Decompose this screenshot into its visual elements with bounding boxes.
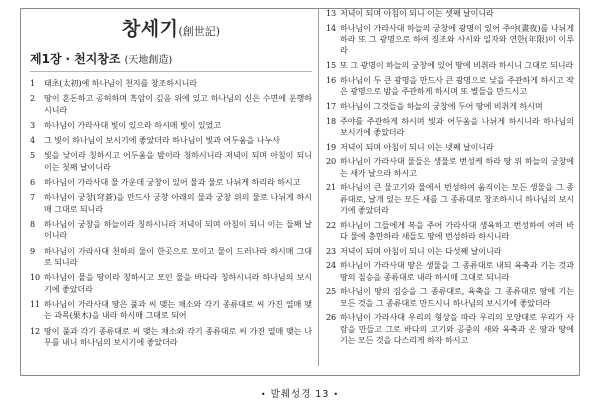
verse: [326, 156, 574, 178]
verse: [326, 246, 574, 257]
verse-number: 13: [326, 8, 337, 18]
verse-number: 10: [30, 272, 41, 283]
verse-number: 15: [326, 60, 337, 70]
verse-text: 저녁이 되며 아침이 되니 이는 넷째 날이니라: [340, 141, 494, 152]
right-verse-list: [326, 8, 574, 346]
verse-text: 하나님이 그것들을 하늘의 궁창에 두어 땅에 비취게 하시며: [340, 100, 543, 111]
verse-text: 하나님이 궁창을 하늘이라 칭하시니라 저녁이 되며 아침이 되니 이는 둘째 날이니라: [44, 218, 312, 241]
verse-text: 땅이 풀과 각기 종류대로 씨 맺는 채소와 각기 종류대로 씨 가진 열매 맺는 나무를 내니 하나님의 보시기에 좋았더라: [44, 325, 312, 348]
verse-text: 하나님이 두 큰 광명을 만드사 큰 광명으로 낮을 주관하게 하시고 작은 광명으로 밤을 주관하게 하시며 또 별들을 만드시고: [340, 74, 574, 96]
column-divider: [318, 8, 319, 366]
verse: [326, 101, 574, 112]
verse: [30, 219, 312, 242]
verse: [326, 182, 574, 216]
verse-text: 하나님이 가라사대 땅은 생물을 그 종류대로 내되 육축과 기는 것과 땅의 짐승을 종류대로 내라 하시매 그대로 되니라: [340, 260, 574, 282]
verse-number: 25: [326, 286, 337, 297]
verse: [30, 326, 312, 349]
chapter-heading: [30, 50, 312, 67]
verse-text: 하나님이 큰 물고기와 물에서 번성하여 움직이는 모든 생물을 그 종류대로, 날개 있는 모든 새를 그 종류대로 창조하시니 하나님의 보시기에 좋았더라: [340, 182, 574, 215]
verse-number: 14: [326, 22, 337, 33]
verse-number: 5: [30, 150, 36, 161]
verse-text: 하나님이 가라사대 물 가운데 궁창이 있어 물과 물로 나뉘게 하리라 하시고: [44, 176, 301, 187]
verse-number: 16: [326, 74, 337, 85]
footer-dot-right: •: [333, 390, 340, 399]
verse: [30, 120, 312, 132]
verse-text: 하나님이 그들에게 복을 주어 가라사대 생육하고 번성하여 여러 바다 물에 충만하라 새들도 땅에 번성하라 하시니라: [340, 219, 574, 241]
verse-number: 18: [326, 115, 337, 126]
verse: [30, 78, 312, 90]
verse-number: 23: [326, 245, 337, 256]
verse: [30, 299, 312, 322]
verse: [30, 246, 312, 269]
verse-text: 하나님이 뭍을 땅이라 칭하시고 모인 물을 바다라 칭하시니라 하나님의 보시기에 좋았더라: [44, 272, 312, 294]
verse-text: 하나님이 가라사대 천하의 물이 한곳으로 모이고 뭍이 드러나라 하시매 그대로 되니라: [44, 245, 312, 267]
verse-text: 하나님이 땅의 짐승을 그 종류대로, 육축을 그 종류대로 땅에 기는 모든 것을 그 종류대로 만드시니 하나님의 보시기에 좋았더라: [340, 286, 574, 308]
verse: [30, 135, 312, 147]
chapter-label: 제1장: [30, 52, 62, 66]
verse-number: 19: [326, 141, 337, 152]
chapter-rule: [30, 71, 312, 72]
verse: [30, 150, 312, 173]
left-column: [30, 10, 312, 352]
verse-number: 9: [30, 245, 36, 256]
verse: [326, 286, 574, 308]
verse-text: 주야를 주관하게 하시며 빛과 어두움을 나뉘게 하시니라 하나님의 보시기에 좋았더라: [340, 115, 574, 137]
verse-number: 3: [30, 119, 36, 130]
verse: [326, 220, 574, 242]
verse: [326, 75, 574, 97]
verse-text: 하나님이 가라사대 우리의 형상을 따라 우리의 모양대로 우리가 사람을 만들고 그로 바다의 고기와 공중의 새와 육축과 온 땅과 땅에 기는 모든 것을 다스리게 하자 하시고: [340, 312, 574, 345]
verse-text: 또 그 광명이 하늘의 궁창에 있어 땅에 비취라 하시니 그대로 되니라: [340, 60, 574, 70]
verse-number: 17: [326, 100, 337, 111]
verse-number: 8: [30, 218, 36, 229]
verse: [326, 8, 574, 19]
verse-number: 22: [326, 219, 337, 230]
verse-text: 하나님이 가라사대 빛이 있으라 하시매 빛이 있었고: [44, 119, 221, 130]
verse-number: 24: [326, 260, 337, 271]
verse-text: 하나님이 궁창(穹蒼)을 만드사 궁창 아래의 물과 궁창 위의 물로 나뉘게 하시매 그대로 되니라: [44, 192, 312, 214]
page-footer: [0, 386, 600, 400]
verse-text: 저녁이 되며 아침이 되니 이는 셋째 날이니라: [340, 8, 494, 18]
verse-number: 4: [30, 135, 36, 146]
verse: [326, 60, 574, 71]
verse: [326, 142, 574, 153]
verse: [30, 177, 312, 189]
book-title-hanja: (創世記): [178, 25, 221, 38]
verse: [326, 312, 574, 346]
book-title-block: [30, 14, 312, 44]
verse-text: 그 빛이 하나님이 보시기에 좋았더라 하나님이 빛과 어두움을 나누사: [44, 135, 280, 146]
verse-number: 21: [326, 182, 337, 193]
chapter-separator: ·: [65, 52, 71, 66]
page-number-label: 발췌성경 13: [270, 389, 330, 400]
verse-text: 땅이 혼돈하고 공허하며 흑암이 깊음 위에 있고 하나님의 신은 수면에 운행하시니라: [44, 93, 312, 115]
verse-text: 하나님이 가라사대 땅은 풀과 씨 맺는 채소와 각기 종류대로 씨 가진 열매 맺는 과목(果木)을 내라 하시매 그대로 되어: [44, 298, 312, 321]
verse-number: 26: [326, 312, 337, 323]
verse-number: 7: [30, 192, 36, 203]
verse-text: 저녁이 되며 아침이 되니 이는 다섯째 날이니라: [340, 245, 502, 256]
verse-text: 태초(太初)에 하나님이 천지를 창조하시니라: [44, 78, 198, 88]
verse: [30, 272, 312, 295]
left-verse-list: [30, 78, 312, 349]
book-title: 창세기: [121, 18, 179, 40]
verse: [326, 116, 574, 138]
verse-number: 6: [30, 176, 36, 187]
footer-dot-left: •: [260, 390, 267, 399]
verse: [326, 23, 574, 57]
verse-text: 빛을 낮이라 칭하시고 어두움을 밤이라 칭하시니라 저녁이 되며 아침이 되니 이는 첫째 날이니라: [44, 150, 312, 172]
right-column: [326, 8, 574, 350]
verse-number: 1: [30, 78, 36, 88]
verse-number: 2: [30, 93, 36, 104]
verse-text: 하나님이 가라사대 물들은 생물로 번성케 하라 땅 위 하늘의 궁창에는 새가 날으라 하시고: [340, 156, 574, 178]
verse: [326, 260, 574, 282]
verse-number: 11: [30, 298, 41, 309]
verse: [30, 192, 312, 215]
verse: [30, 93, 312, 116]
verse-text: 하나님이 가라사대 하늘의 궁창에 광명이 있어 주야(晝夜)를 나뉘게 하라 또 그 광명으로 하여 징조와 사시와 일자와 연한(年限)이 이루라: [340, 22, 574, 56]
chapter-hanja: (天地創造): [124, 55, 173, 66]
chapter-name: 천지창조: [74, 52, 121, 66]
verse-number: 20: [326, 156, 337, 167]
verse-number: 12: [30, 325, 41, 336]
